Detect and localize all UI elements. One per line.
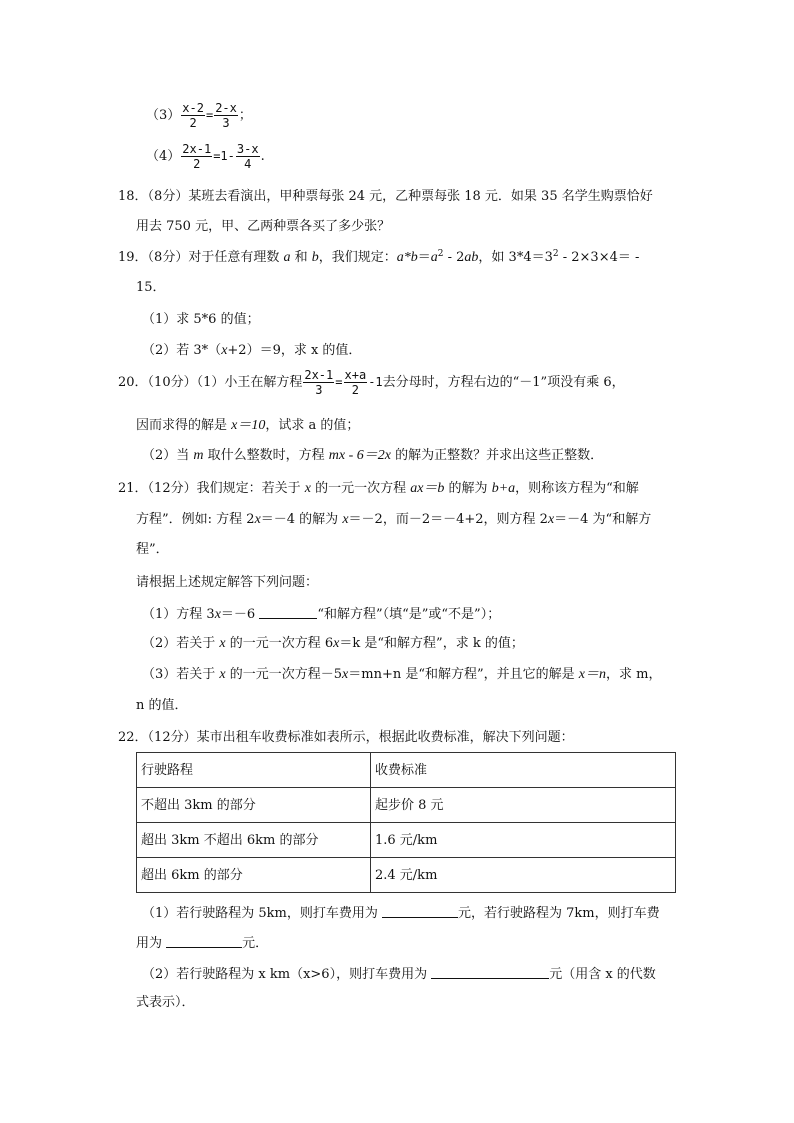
q21-part3 (142, 668, 661, 682)
q22-part1-line2 (136, 935, 268, 950)
q17-part3-rhs-fraction (214, 101, 238, 130)
var-x: x (333, 636, 340, 651)
q22-part1 (142, 905, 660, 920)
minus-two: - 2 (443, 250, 465, 265)
equals-one-minus: =1- (213, 149, 235, 163)
q19-text: ，我们规定： (318, 250, 397, 265)
q21-sol: 的解为 (444, 481, 492, 496)
equation: mx - 6＝2x (328, 448, 391, 463)
q20-part2-head: （2）当 (142, 448, 194, 463)
q20-line1 (118, 368, 625, 397)
fraction-numerator: x+a (344, 368, 367, 382)
q17-part3-lhs-fraction (181, 101, 205, 130)
q21-line1 (118, 482, 639, 496)
q21-line3: 程”． (136, 542, 169, 557)
operation-lhs: a*b (396, 250, 418, 265)
var-x: x (219, 667, 226, 682)
q20-part2-mid: 取什么整数时，方程 (203, 448, 329, 463)
q19-part2-head: （2）若 3*（ (142, 343, 222, 358)
q21-part2-mid: 的一元一次方程 6 (225, 636, 334, 651)
q21-part1-tail: “和解方程”（填“是”或“不是”）； (317, 607, 501, 622)
equals-sign: = (335, 375, 343, 389)
var-b: b (311, 250, 319, 265)
q22-part2 (142, 966, 656, 981)
q17-part3-label: （3） (146, 108, 181, 123)
q21-part1 (142, 606, 500, 622)
table-row (137, 823, 676, 858)
var-x: x (214, 607, 221, 622)
table-cell: 超出 3km 不超出 6km 的部分 (137, 823, 371, 858)
q22-part1-line2-head: 用为 (136, 936, 167, 951)
q19-part2-tail: +2）＝9，求 x 的值． (227, 343, 362, 358)
q20-line2-tail: ，试求 a 的值； (265, 418, 360, 433)
q21-line2-c: ＝－4 为“和解方 (554, 512, 652, 527)
table-row (137, 858, 676, 893)
fraction-denominator: 2 (189, 116, 197, 130)
var-m: m (193, 448, 204, 463)
q17-part4-lhs-fraction (181, 142, 212, 171)
q21-tail: ，则称该方程为“和解 (515, 481, 639, 496)
minus-one: -1 (368, 375, 383, 389)
fraction-denominator: 3 (222, 116, 230, 130)
equation: ax＝b (410, 481, 445, 496)
solution-expression: x＝n (578, 667, 606, 682)
table-header-cell: 收费标准 (371, 753, 676, 788)
q22-part2-head: （2）若行驶路程为 x km（x>6），则打车费用为 (142, 967, 432, 982)
var-x: x (547, 512, 555, 527)
var-x: x (254, 512, 261, 527)
fraction-numerator: 2-x (215, 101, 237, 115)
q21-part3-line2: n 的值． (136, 698, 188, 713)
q21-part1-head: （1）方程 3 (142, 607, 215, 622)
q21-line2-a: ＝－4 的解为 (260, 512, 343, 527)
fraction-denominator: 4 (244, 157, 252, 171)
expression: b+a (491, 481, 516, 496)
q20-fraction-left (303, 368, 334, 397)
q19-example-tail: - 2×3×4＝ - (558, 250, 640, 265)
var-a: a (283, 250, 291, 265)
answer-blank[interactable] (382, 905, 458, 918)
var-x: x (304, 481, 311, 496)
fraction-denominator: 3 (315, 383, 323, 397)
equals-sign: ＝ (417, 250, 431, 265)
q17-part4-label: （4） (146, 149, 181, 164)
q19-part1: （1）求 5*6 的值； (142, 312, 260, 327)
q21-part3-mid: 的一元一次方程－5 (225, 667, 343, 682)
q20-line2 (136, 419, 359, 433)
q19-line1 (118, 251, 639, 265)
q22-intro: 22．（12分）某市出租车收费标准如表所示，根据此收费标准，解决下列问题： (118, 730, 574, 745)
var-x: x (342, 667, 349, 682)
q20-tail: 去分母时，方程右边的“－1”项没有乘 6， (382, 375, 625, 390)
equals-sign: = (205, 108, 214, 122)
q21-line2-b: ＝－2，而－2＝－4+2，则方程 2 (348, 512, 548, 527)
var-x: x (221, 343, 228, 358)
punctuation: . (260, 149, 265, 164)
table-cell: 超出 6km 的部分 (137, 858, 371, 893)
q21-part2 (142, 637, 524, 651)
q21-head: 21．（12分）我们规定：若关于 (118, 481, 305, 496)
exponent: 2 (552, 249, 559, 259)
q21-part2-tail: 是“和解方程”，求 k 的值； (360, 636, 524, 651)
var-a: a (430, 250, 438, 265)
q20-head: 20．（10分）（1）小王在解方程 (118, 375, 303, 390)
q21-part2-eq: ＝k (339, 636, 361, 651)
q21-part3-tail: 是“和解方程”，并且它的解是 (401, 667, 579, 682)
q22-part1-line2-tail: 元． (242, 936, 269, 951)
fraction-numerator: 3-x (236, 142, 259, 156)
table-cell: 1.6 元/km (371, 823, 676, 858)
q22-part2-tail: 元（用含 x 的代数 (549, 967, 656, 982)
q18-line1: 18．（8分）某班去看演出，甲种票每张 24 元，乙种票每张 18 元．如果 35 名学生购票恰好 (118, 189, 653, 204)
fare-table (136, 752, 676, 893)
q21-part2-head: （2）若关于 (142, 636, 220, 651)
q21-line2-head: 方程”．例如: 方程 2 (136, 512, 255, 527)
q21-intro: 请根据上述规定解答下列问题： (136, 575, 319, 590)
q19-example: ，如 3*4＝3 (478, 250, 553, 265)
table-cell: 不超出 3km 的部分 (137, 788, 371, 823)
exponent: 2 (437, 249, 444, 259)
q20-fraction-right (344, 368, 368, 397)
fraction-numerator: x-2 (182, 101, 204, 115)
var-ab: ab (464, 250, 479, 265)
q18-line2: 用去 750 元，甲、乙两种票各买了多少张？ (136, 219, 391, 234)
q21-part3-head: （3）若关于 (142, 667, 220, 682)
fraction-numerator: 2x-1 (182, 142, 212, 156)
q20-line2-head: 因而求得的解是 (136, 418, 232, 433)
table-header-cell: 行驶路程 (137, 753, 371, 788)
table-cell: 起步价 8 元 (371, 788, 676, 823)
q21-part3-eq: ＝mn+n (348, 667, 402, 682)
table-row (137, 788, 676, 823)
q21-line2 (136, 513, 651, 527)
q19-line2: 15． (136, 280, 166, 295)
q20-part2-tail: 的解为正整数？并求出这些正整数． (391, 448, 604, 463)
q22-part1-mid: 元，若行驶路程为 7km，则打车费 (458, 906, 660, 921)
table-header-row (137, 753, 676, 788)
q17-part4-rhs-fraction (236, 142, 260, 171)
q21-part3-end: ，求 m， (606, 667, 662, 682)
q19-part2 (142, 344, 361, 358)
q21-mid: 的一元一次方程 (310, 481, 411, 496)
q17-part4 (146, 142, 265, 171)
q19-prefix: 19．（8分）对于任意有理数 (118, 250, 284, 265)
q17-part3 (146, 101, 252, 130)
fraction-numerator: 2x-1 (304, 368, 334, 382)
punctuation: ； (238, 108, 252, 123)
answer-blank[interactable] (431, 966, 549, 979)
fraction-denominator: 2 (193, 157, 201, 171)
q21-part1-eq: ＝－6 (220, 607, 256, 622)
var-x: x (219, 636, 226, 651)
q22-part2-line2: 式表示）． (136, 995, 195, 1010)
q20-part2 (142, 449, 603, 463)
fraction-denominator: 2 (351, 383, 359, 397)
answer-blank[interactable] (166, 935, 242, 948)
solution-expression: x＝10 (231, 418, 266, 433)
var-x: x (342, 512, 349, 527)
q22-part1-head: （1）若行驶路程为 5km，则打车费用为 (142, 906, 383, 921)
table-cell: 2.4 元/km (371, 858, 676, 893)
answer-blank[interactable] (259, 606, 317, 619)
conjunction: 和 (290, 250, 312, 265)
